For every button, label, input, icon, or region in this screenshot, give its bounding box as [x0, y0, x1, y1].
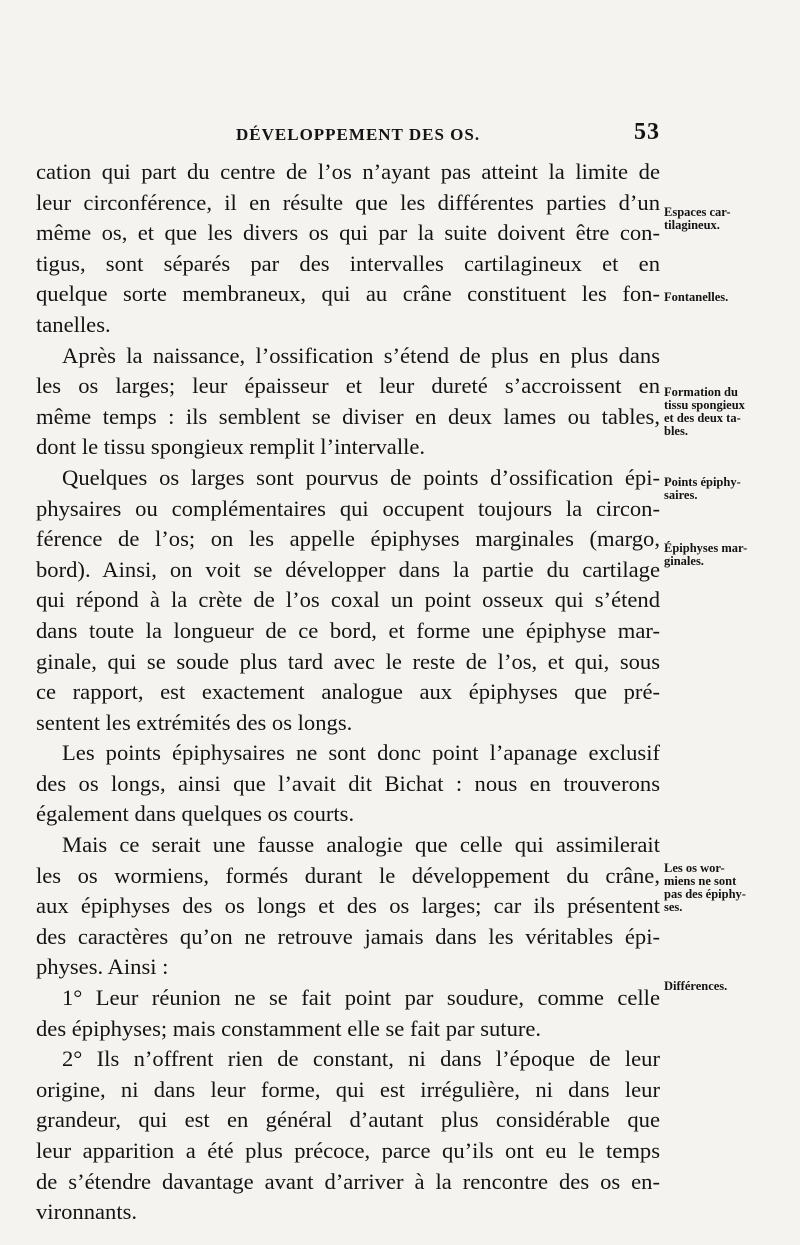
text-line: Les points épiphysaires ne sont donc point l’apanage exclusif	[62, 740, 660, 766]
text-line: grandeur, qui est en général d’autant plus considérable que	[36, 1107, 660, 1133]
page-number: 53	[634, 119, 660, 145]
margin-note-line: Points épiphy-	[664, 475, 741, 489]
margin-note	[664, 386, 745, 438]
text-line: ginale, qui se soude plus tard avec le reste de l’os, et qui, sous	[36, 648, 660, 674]
margin-note	[664, 862, 746, 914]
text-line: des os longs, ainsi que l’avait dit Bichat : nous en trouverons	[36, 770, 660, 796]
text-line: férence de l’os; on les appelle épiphyses marginales (margo,	[36, 526, 660, 552]
text-line: physaires ou complémentaires qui occupent toujours la circon-	[36, 495, 660, 521]
text-line: physes. Ainsi :	[36, 954, 169, 980]
text-line: les os wormiens, formés durant le développement du crâne,	[36, 862, 660, 888]
text-line: sentent les extrémités des os longs.	[36, 709, 353, 735]
text-line: cation qui part du centre de l’os n’ayant pas atteint la limite de	[36, 159, 660, 184]
text-line: 2° Ils n’offrent rien de constant, ni dans l’époque de leur	[62, 1046, 660, 1072]
margin-note	[664, 542, 747, 568]
text-line: Après la naissance, l’ossification s’étend de plus en plus dans	[62, 342, 660, 368]
margin-note-line: tissu spongieux	[664, 398, 745, 412]
margin-note-line: Différences.	[664, 979, 728, 993]
text-line: origine, ni dans leur forme, qui est irrégulière, ni dans leur	[36, 1076, 660, 1102]
text-line: leur circonférence, il en résulte que les différentes parties d’un	[36, 189, 660, 215]
margin-note-line: miens ne sont	[664, 874, 737, 888]
text-line: des caractères qu’on ne retrouve jamais dans les véritables épi-	[36, 923, 660, 949]
text-line: les os larges; leur épaisseur et leur dureté s’accroissent en	[36, 373, 660, 399]
running-title: DÉVELOPPEMENT DES OS.	[236, 125, 481, 144]
text-line: qui répond à la crète de l’os coxal un point osseux qui s’étend	[36, 587, 660, 613]
margin-note	[664, 476, 741, 502]
main-text	[36, 157, 660, 1228]
margin-note-line: Les os wor-	[664, 861, 725, 875]
text-line: dont le tissu spongieux remplit l’intervalle.	[36, 434, 426, 460]
text-line: même temps : ils semblent se diviser en deux lames ou tables,	[36, 403, 660, 429]
margin-note-line: pas des épiphy-	[664, 887, 746, 901]
text-line: 1° Leur réunion ne se fait point par soudure, comme celle	[62, 985, 660, 1011]
text-line: de s’étendre davantage avant d’arriver à la rencontre des os en-	[36, 1168, 660, 1194]
text-line: quelque sorte membraneux, qui au crâne constituent les fon-	[36, 281, 660, 307]
text-line: dans toute la longueur de ce bord, et forme une épiphyse mar-	[36, 617, 660, 643]
text-line: bord). Ainsi, on voit se développer dans la partie du cartilage	[36, 556, 660, 582]
text-line: tanelles.	[36, 311, 111, 337]
margin-note-line: ginales.	[664, 554, 704, 568]
margin-note-line: Espaces car-	[664, 205, 731, 219]
margin-note-line: saires.	[664, 488, 698, 502]
margin-note	[664, 291, 728, 304]
margin-note-line: ses.	[664, 900, 683, 914]
margin-note-line: Fontanelles.	[664, 290, 729, 304]
margin-note-line: tilagineux.	[664, 218, 720, 232]
text-line: aux épiphyses des os longs et des os larges; car ils présentent	[36, 893, 660, 919]
text-line: même os, et que les divers os qui par la suite doivent être con-	[36, 220, 660, 246]
margin-note-line: et des deux ta-	[664, 411, 741, 425]
text-line: leur apparition a été plus précoce, parce qu’ils ont eu le temps	[36, 1138, 660, 1163]
text-line: tigus, sont séparés par des intervalles cartilagineux et en	[36, 250, 660, 276]
margin-note-line: Formation du	[664, 385, 738, 399]
margin-note-line: Épiphyses mar-	[664, 541, 748, 555]
text-line: également dans quelques os courts.	[36, 801, 355, 827]
text-line: vironnants.	[36, 1199, 138, 1225]
text-line: Quelques os larges sont pourvus de points d’ossification épi-	[62, 464, 660, 490]
margin-note	[664, 206, 731, 232]
text-line: Mais ce serait une fausse analogie que celle qui assimilerait	[62, 832, 660, 858]
text-line: des épiphyses; mais constamment elle se fait par suture.	[36, 1015, 542, 1041]
margin-note	[664, 980, 727, 993]
margin-note-line: bles.	[664, 424, 688, 438]
text-line: ce rapport, est exactement analogue aux épiphyses que pré-	[36, 679, 660, 705]
